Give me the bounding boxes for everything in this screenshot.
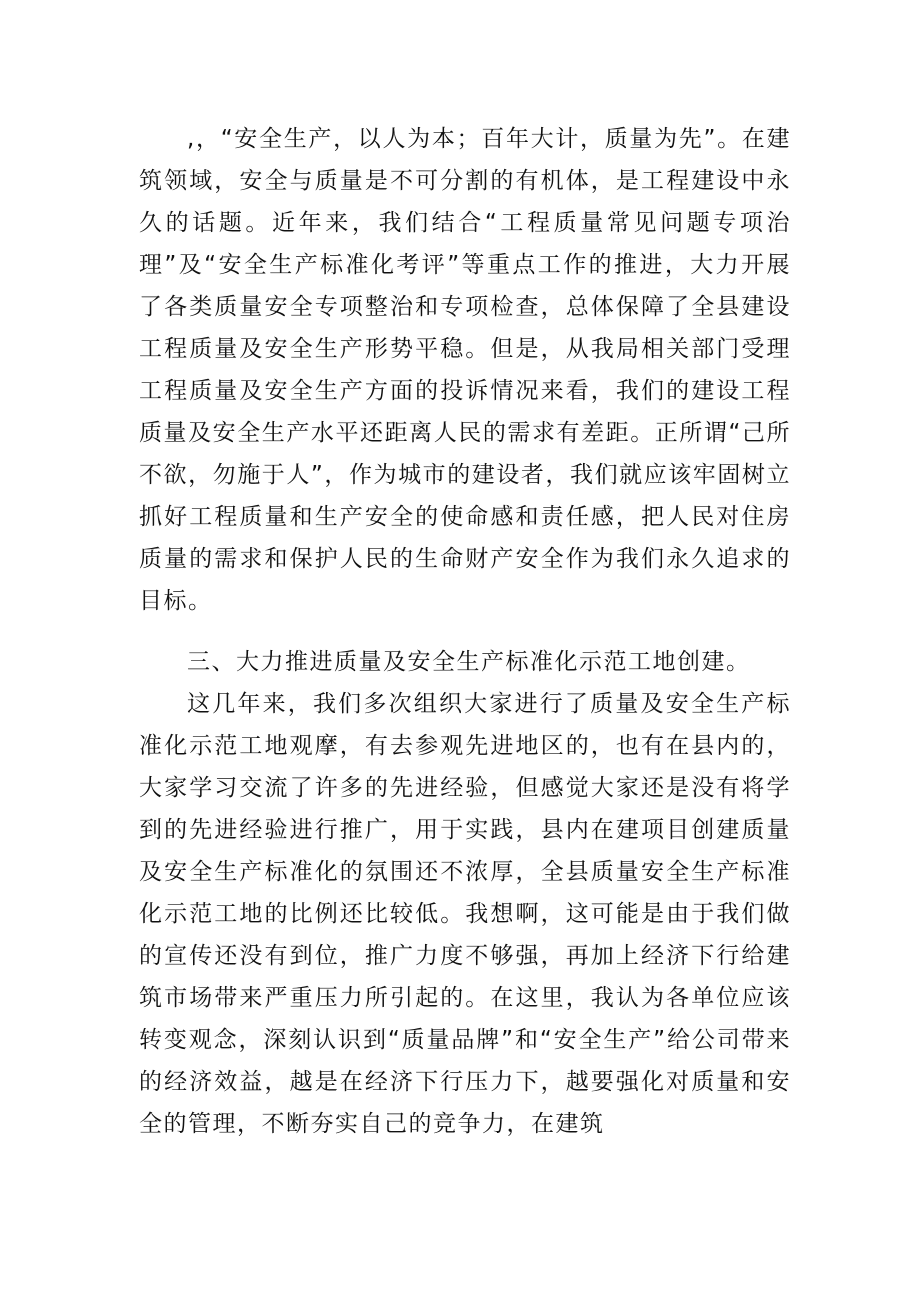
text-block-section-three bbox=[139, 641, 791, 1145]
paragraph-safety-quality: ,，“安全生产，以人为本；百年大计，质量为先”。在建筑领域，安全与质量是不可分割的有机体，是工程建设中永久的话题。近年来，我们结合“工程质量常见问题专项治理”及“安全生产标准化考评”等重点工作的推进，大力开展了各类质量安全专项整治和专项检查，总体保障了全县建设工程质量及安全生产形势平稳。但是，从我局相关部门受理工程质量及安全生产方面的投诉情况来看，我们的建设工程质量及安全生产水平还距离人民的需求有差距。正所谓“己所不欲，勿施于人”，作为城市的建设者，我们就应该牢固树立抓好工程质量和生产安全的使命感和责任感，把人民对住房质量的需求和保护人民的生命财产安全作为我们永久追求的目标。 bbox=[139, 126, 791, 614]
paragraph-standardization: 这几年来，我们多次组织大家进行了质量及安全生产标准化示范工地观摩，有去参观先进地区的，也有在县内的，大家学习交流了许多的先进经验，但感觉大家还是没有将学到的先进经验进行推广，用于实践，县内在建项目创建质量及安全生产标准化的氛围还不浓厚，全县质量安全生产标准化示范工地的比例还比较低。我想啊，这可能是由于我们做的宣传还没有到位，推广力度不够强，再加上经济下行给建筑市场带来严重压力所引起的。在这里，我认为各单位应该转变观念，深刻认识到“质量品牌”和“安全生产”给公司带来的经济效益，越是在经济下行压力下，越要强化对质量和安全的管理，不断夯实自己的竞争力，在建筑 bbox=[139, 691, 791, 1137]
text-block-intro bbox=[139, 118, 791, 622]
section-heading: 三、大力推进质量及安全生产标准化示范工地创建。 bbox=[187, 649, 751, 675]
